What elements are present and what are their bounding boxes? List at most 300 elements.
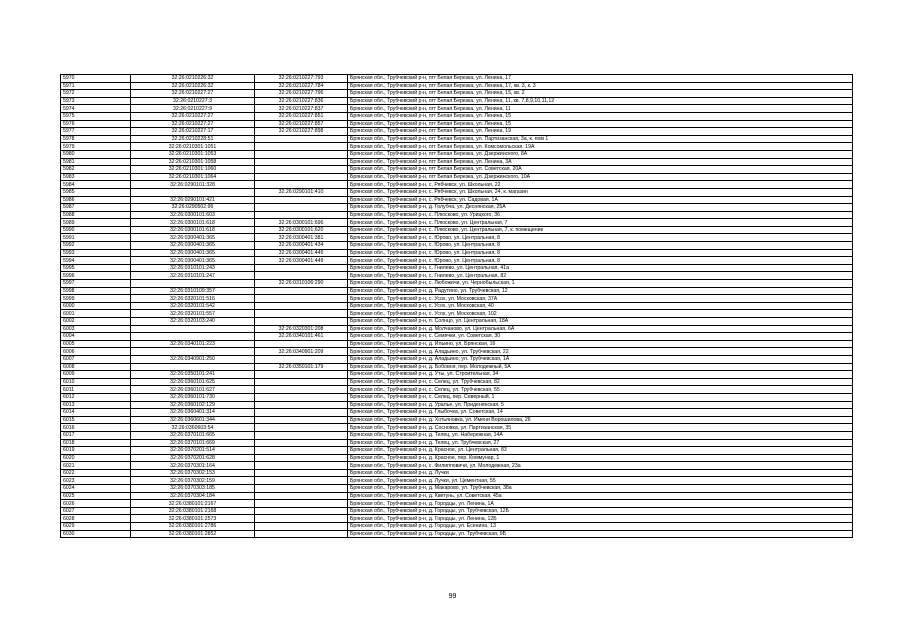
address-cell: Брянская обл., Трубчевский р-н, д. Сосновка, ул. Партизанская, 35	[348, 424, 853, 432]
parcel-cadastral-number-cell: 32:26:0290101:328	[131, 181, 255, 189]
parcel-cadastral-number-cell: 32:26:0210227:17	[131, 128, 255, 136]
building-cadastral-number-cell: 32:26:0290101:410	[255, 188, 348, 196]
table-row	[61, 393, 853, 401]
parcel-cadastral-number-cell: 32:26:0210301:1060	[131, 166, 255, 174]
table-row	[61, 348, 853, 356]
table-row	[61, 150, 853, 158]
table-row	[61, 386, 853, 394]
table-row	[61, 143, 853, 151]
address-cell: Брянская обл., Трубчевский р-н, пгт Белая Березка, ул. Ленина, 11	[348, 105, 853, 113]
building-cadastral-number-cell	[255, 530, 348, 538]
building-cadastral-number-cell	[255, 173, 348, 181]
table-row	[61, 135, 853, 143]
parcel-cadastral-number-cell: 32:26:0320101:557	[131, 310, 255, 318]
building-cadastral-number-cell	[255, 485, 348, 493]
parcel-cadastral-number-cell: 32:26:0370304:184	[131, 492, 255, 500]
registry-table	[60, 74, 853, 538]
parcel-cadastral-number-cell: 32:26:0310109:357	[131, 287, 255, 295]
table-row	[61, 249, 853, 257]
address-cell: Брянская обл., Трубчевский р-н, п. Солнцо, ул. Центральная, 18А	[348, 318, 853, 326]
row-number-cell: 5975	[61, 112, 131, 120]
address-cell: Брянская обл., Трубчевский р-н, д. Аладьино, ул. Трубчевская, 1А	[348, 355, 853, 363]
parcel-cadastral-number-cell: 32:26:0290502:96	[131, 204, 255, 212]
parcel-cadastral-number-cell: 32:26:0360101:730	[131, 393, 255, 401]
parcel-cadastral-number-cell: 32:26:0380101:2573	[131, 515, 255, 523]
row-number-cell: 5977	[61, 128, 131, 136]
row-number-cell: 6009	[61, 371, 131, 379]
parcel-cadastral-number-cell: 32:26:0370303:185	[131, 485, 255, 493]
row-number-cell: 6026	[61, 500, 131, 508]
table-row	[61, 158, 853, 166]
parcel-cadastral-number-cell: 32:26:0370302:153	[131, 469, 255, 477]
parcel-cadastral-number-cell: 32:26:0290101:421	[131, 196, 255, 204]
table-row	[61, 515, 853, 523]
address-cell: Брянская обл., Трубчевский р-н, пгт Белая Березка, ул. Комсомольская, 19А	[348, 143, 853, 151]
building-cadastral-number-cell: 32:26:0300401:445	[255, 249, 348, 257]
parcel-cadastral-number-cell: 32:26:0360603:54	[131, 424, 255, 432]
building-cadastral-number-cell	[255, 340, 348, 348]
address-cell: Брянская обл., Трубчевский р-н, пгт Белая Березка, ул. Дзержинского, 10А	[348, 173, 853, 181]
building-cadastral-number-cell	[255, 469, 348, 477]
row-number-cell: 5974	[61, 105, 131, 113]
building-cadastral-number-cell	[255, 431, 348, 439]
building-cadastral-number-cell: 32:26:0300101:620	[255, 226, 348, 234]
address-cell: Брянская обл., Трубчевский р-н, д. Лучки	[348, 469, 853, 477]
table-row	[61, 234, 853, 242]
row-number-cell: 6022	[61, 469, 131, 477]
table-row	[61, 105, 853, 113]
address-cell: Брянская обл., Трубчевский р-н, с. Селец, ул. Трубчевская, 82	[348, 378, 853, 386]
address-cell: Брянская обл., Трубчевский р-н, д. Красное, ул. Центральная, 83	[348, 447, 853, 455]
row-number-cell: 6007	[61, 355, 131, 363]
address-cell: Брянская обл., Трубчевский р-н, с. Юрово, ул. Центральная, 8	[348, 234, 853, 242]
registry-table-body	[61, 75, 853, 538]
row-number-cell: 5980	[61, 150, 131, 158]
address-cell: Брянская обл., Трубчевский р-н, с. Селец, ул. Трубчевская, 55	[348, 386, 853, 394]
table-row	[61, 523, 853, 531]
parcel-cadastral-number-cell: 32:26:0210301:1058	[131, 158, 255, 166]
address-cell: Брянская обл., Трубчевский р-н, пгт Белая Березка, ул. Ленина, 19	[348, 128, 853, 136]
row-number-cell: 6030	[61, 530, 131, 538]
table-row	[61, 181, 853, 189]
table-row	[61, 447, 853, 455]
address-cell: Брянская обл., Трубчевский р-н, д. Глыбочка, ул. Советская, 14	[348, 409, 853, 417]
table-row	[61, 462, 853, 470]
table-row	[61, 287, 853, 295]
row-number-cell: 5982	[61, 166, 131, 174]
parcel-cadastral-number-cell	[131, 188, 255, 196]
parcel-cadastral-number-cell: 32:26:0300401:365	[131, 242, 255, 250]
address-cell: Брянская обл., Трубчевский р-н, пгт Белая Березка, ул. Ленина, 17, кв. 3, к. 3	[348, 82, 853, 90]
page-number: 99	[448, 593, 457, 600]
address-cell: Брянская обл., Трубчевский р-н, д. Радутино, ул. Трубчевская, 12	[348, 287, 853, 295]
row-number-cell: 5978	[61, 135, 131, 143]
row-number-cell: 5971	[61, 82, 131, 90]
building-cadastral-number-cell: 32:26:0210227:837	[255, 105, 348, 113]
parcel-cadastral-number-cell: 32:26:0320101:542	[131, 302, 255, 310]
address-cell: Брянская обл., Трубчевский р-н, с. Филипповичи, ул. Молодежная, 23а	[348, 462, 853, 470]
table-row	[61, 204, 853, 212]
address-cell: Брянская обл., Трубчевский р-н, с. Плюсково, ул. Урицкого, 36	[348, 211, 853, 219]
parcel-cadastral-number-cell: 32:26:0370101:665	[131, 431, 255, 439]
parcel-cadastral-number-cell: 32:26:0300101:618	[131, 219, 255, 227]
address-cell: Брянская обл., Трубчевский р-н, с. Плюсково, ул. Центральная, 7, к. помещение	[348, 226, 853, 234]
building-cadastral-number-cell	[255, 507, 348, 515]
building-cadastral-number-cell	[255, 204, 348, 212]
building-cadastral-number-cell	[255, 523, 348, 531]
address-cell: Брянская обл., Трубчевский р-н, с. Усох, ул. Московская, 40	[348, 302, 853, 310]
building-cadastral-number-cell	[255, 310, 348, 318]
table-row	[61, 492, 853, 500]
row-number-cell: 5984	[61, 181, 131, 189]
parcel-cadastral-number-cell: 32:26:0370302:159	[131, 477, 255, 485]
table-row	[61, 500, 853, 508]
row-number-cell: 6008	[61, 363, 131, 371]
table-row	[61, 371, 853, 379]
parcel-cadastral-number-cell: 32:26:0320103:240	[131, 318, 255, 326]
address-cell: Брянская обл., Трубчевский р-н, д. Уты, ул. Строительная, 34	[348, 371, 853, 379]
row-number-cell: 5979	[61, 143, 131, 151]
row-number-cell: 5989	[61, 219, 131, 227]
row-number-cell: 6011	[61, 386, 131, 394]
building-cadastral-number-cell: 32:26:0320301:208	[255, 325, 348, 333]
row-number-cell: 5990	[61, 226, 131, 234]
parcel-cadastral-number-cell	[131, 280, 255, 288]
address-cell: Брянская обл., Трубчевский р-н, д. Красное, пер. Коммунар, 1	[348, 454, 853, 462]
parcel-cadastral-number-cell: 32:26:0300401:365	[131, 257, 255, 265]
building-cadastral-number-cell: 32:26:0210227:796	[255, 90, 348, 98]
table-row	[61, 477, 853, 485]
row-number-cell: 6021	[61, 462, 131, 470]
building-cadastral-number-cell: 32:26:0310106:290	[255, 280, 348, 288]
address-cell: Брянская обл., Трубчевский р-н, д. Уралье, ул. Приденянская, 5	[348, 401, 853, 409]
parcel-cadastral-number-cell: 32:26:0370201:628	[131, 454, 255, 462]
row-number-cell: 5986	[61, 196, 131, 204]
table-row	[61, 90, 853, 98]
building-cadastral-number-cell	[255, 287, 348, 295]
table-row	[61, 264, 853, 272]
parcel-cadastral-number-cell: 32:26:0210301:1064	[131, 173, 255, 181]
address-cell: Брянская обл., Трубчевский р-н, с. Любожичи, ул. Чернобыльская, 1	[348, 280, 853, 288]
row-number-cell: 6025	[61, 492, 131, 500]
table-row	[61, 454, 853, 462]
table-row	[61, 272, 853, 280]
building-cadastral-number-cell	[255, 272, 348, 280]
parcel-cadastral-number-cell: 32:26:0210226:32	[131, 82, 255, 90]
building-cadastral-number-cell	[255, 378, 348, 386]
address-cell: Брянская обл., Трубчевский р-н, д. Городцы, ул. Трубчевская, 12Б	[348, 507, 853, 515]
row-number-cell: 5987	[61, 204, 131, 212]
table-row	[61, 226, 853, 234]
parcel-cadastral-number-cell: 32:26:0300401:365	[131, 234, 255, 242]
address-cell: Брянская обл., Трубчевский р-н, пгт Белая Березка, ул. Ленина, 15, кв. 2	[348, 90, 853, 98]
building-cadastral-number-cell	[255, 371, 348, 379]
building-cadastral-number-cell	[255, 158, 348, 166]
parcel-cadastral-number-cell: 32:26:0210301:1051	[131, 143, 255, 151]
building-cadastral-number-cell: 32:26:0210227:784	[255, 82, 348, 90]
parcel-cadastral-number-cell	[131, 333, 255, 341]
address-cell: Брянская обл., Трубчевский р-н, д. Кветунь, ул. Советская, 45а	[348, 492, 853, 500]
row-number-cell: 5983	[61, 173, 131, 181]
address-cell: Брянская обл., Трубчевский р-н, с. Рябчевск, ул. Школьная, 24, к. магазин	[348, 188, 853, 196]
row-number-cell: 5996	[61, 272, 131, 280]
building-cadastral-number-cell: 32:26:0210227:793	[255, 75, 348, 83]
parcel-cadastral-number-cell: 32:26:0380101:2167	[131, 500, 255, 508]
building-cadastral-number-cell	[255, 447, 348, 455]
address-cell: Брянская обл., Трубчевский р-н, д. Городцы, ул. Трубчевская, 9Б	[348, 530, 853, 538]
row-number-cell: 6029	[61, 523, 131, 531]
parcel-cadastral-number-cell: 32:26:0320101:516	[131, 295, 255, 303]
building-cadastral-number-cell	[255, 264, 348, 272]
building-cadastral-number-cell: 32:26:0300401:381	[255, 234, 348, 242]
address-cell: Брянская обл., Трубчевский р-н, д. Молчаново, ул. Центральная, 6А	[348, 325, 853, 333]
address-cell: Брянская обл., Трубчевский р-н, с. Семячки, ул. Советская, 30	[348, 333, 853, 341]
address-cell: Брянская обл., Трубчевский р-н, д. Макарово, ул. Трубчевская, 38а	[348, 485, 853, 493]
row-number-cell: 5981	[61, 158, 131, 166]
parcel-cadastral-number-cell: 32:26:0300101:618	[131, 226, 255, 234]
parcel-cadastral-number-cell: 32:26:0340101:223	[131, 340, 255, 348]
building-cadastral-number-cell: 32:26:0300401:449	[255, 257, 348, 265]
parcel-cadastral-number-cell: 32:26:0350101:241	[131, 371, 255, 379]
table-row	[61, 530, 853, 538]
parcel-cadastral-number-cell: 32:26:0370301:164	[131, 462, 255, 470]
address-cell: Брянская обл., Трубчевский р-н, д. Лучки, ул. Цементная, 55	[348, 477, 853, 485]
building-cadastral-number-cell	[255, 143, 348, 151]
parcel-cadastral-number-cell: 32:26:0370201:514	[131, 447, 255, 455]
address-cell: Брянская обл., Трубчевский р-н, пгт Белая Березка, ул. Ленина, 15	[348, 112, 853, 120]
row-number-cell: 6010	[61, 378, 131, 386]
address-cell: Брянская обл., Трубчевский р-н, пгт Белая Березка, ул. Партизанская, 3а, к. пом 1	[348, 135, 853, 143]
address-cell: Брянская обл., Трубчевский р-н, д. Бобовня, пер. Молодежный, 5А	[348, 363, 853, 371]
address-cell: Брянская обл., Трубчевский р-н, д. Аладьино, ул. Трубчевская, 22	[348, 348, 853, 356]
table-row	[61, 340, 853, 348]
row-number-cell: 6020	[61, 454, 131, 462]
building-cadastral-number-cell	[255, 454, 348, 462]
table-row	[61, 280, 853, 288]
address-cell: Брянская обл., Трубчевский р-н, с. Юрово, ул. Центральная, 8	[348, 249, 853, 257]
parcel-cadastral-number-cell: 32:26:0310101:247	[131, 272, 255, 280]
row-number-cell: 5994	[61, 257, 131, 265]
row-number-cell: 5988	[61, 211, 131, 219]
address-cell: Брянская обл., Трубчевский р-н, пгт Белая Березка, ул. Ленина, 17	[348, 75, 853, 83]
building-cadastral-number-cell	[255, 181, 348, 189]
table-row	[61, 112, 853, 120]
table-row	[61, 196, 853, 204]
table-row	[61, 82, 853, 90]
building-cadastral-number-cell	[255, 386, 348, 394]
table-row	[61, 173, 853, 181]
row-number-cell: 6001	[61, 310, 131, 318]
parcel-cadastral-number-cell: 32:26:0360101:625	[131, 378, 255, 386]
building-cadastral-number-cell: 32:26:0210227:836	[255, 97, 348, 105]
address-cell: Брянская обл., Трубчевский р-н, д. Телец, ул. Набережная, 14А	[348, 431, 853, 439]
parcel-cadastral-number-cell: 32:26:0360401:314	[131, 409, 255, 417]
table-row	[61, 378, 853, 386]
address-cell: Брянская обл., Трубчевский р-н, пгт Белая Березка, ул. Ленина, 15	[348, 120, 853, 128]
table-row	[61, 424, 853, 432]
parcel-cadastral-number-cell: 32:26:0210227:3	[131, 97, 255, 105]
parcel-cadastral-number-cell: 32:26:0210227:9	[131, 105, 255, 113]
table-row	[61, 318, 853, 326]
row-number-cell: 6014	[61, 409, 131, 417]
building-cadastral-number-cell	[255, 477, 348, 485]
row-number-cell: 6024	[61, 485, 131, 493]
table-row	[61, 302, 853, 310]
row-number-cell: 6027	[61, 507, 131, 515]
row-number-cell: 6002	[61, 318, 131, 326]
table-row	[61, 120, 853, 128]
address-cell: Брянская обл., Трубчевский р-н, пгт Белая Березка, ул. Ленина, 11, кв. 7,8,9,10,11,12	[348, 97, 853, 105]
parcel-cadastral-number-cell: 32:26:0210227:27	[131, 120, 255, 128]
table-row	[61, 333, 853, 341]
row-number-cell: 5992	[61, 242, 131, 250]
table-row	[61, 188, 853, 196]
table-row	[61, 325, 853, 333]
row-number-cell: 6013	[61, 401, 131, 409]
address-cell: Брянская обл., Трубчевский р-н, д. Городцы, ул. Ленина, 1А	[348, 500, 853, 508]
row-number-cell: 6005	[61, 340, 131, 348]
building-cadastral-number-cell	[255, 318, 348, 326]
table-row	[61, 219, 853, 227]
row-number-cell: 6019	[61, 447, 131, 455]
building-cadastral-number-cell: 32:26:0340901:209	[255, 348, 348, 356]
address-cell: Брянская обл., Трубчевский р-н, с. Рябчевск, ул. Садовая, 1А	[348, 196, 853, 204]
table-row	[61, 431, 853, 439]
parcel-cadastral-number-cell: 32:26:0360601:344	[131, 416, 255, 424]
parcel-cadastral-number-cell: 32:26:0300101:603	[131, 211, 255, 219]
row-number-cell: 6018	[61, 439, 131, 447]
address-cell: Брянская обл., Трубчевский р-н, с. Юрово, ул. Центральная, 8	[348, 257, 853, 265]
row-number-cell: 6015	[61, 416, 131, 424]
parcel-cadastral-number-cell: 32:26:0210227:27	[131, 90, 255, 98]
address-cell: Брянская обл., Трубчевский р-н, с. Гнилево, ул. Центральная, 82	[348, 272, 853, 280]
row-number-cell: 6016	[61, 424, 131, 432]
building-cadastral-number-cell	[255, 196, 348, 204]
row-number-cell: 5998	[61, 287, 131, 295]
row-number-cell: 5999	[61, 295, 131, 303]
row-number-cell: 6003	[61, 325, 131, 333]
address-cell: Брянская обл., Трубчевский р-н, д. Городцы, ул. Есенина, 13	[348, 523, 853, 531]
building-cadastral-number-cell	[255, 409, 348, 417]
building-cadastral-number-cell	[255, 500, 348, 508]
address-cell: Брянская обл., Трубчевский р-н, д. Городцы, ул. Ленина, 12Б	[348, 515, 853, 523]
parcel-cadastral-number-cell: 32:26:0360101:627	[131, 386, 255, 394]
parcel-cadastral-number-cell: 32:26:0380101:2168	[131, 507, 255, 515]
row-number-cell: 5995	[61, 264, 131, 272]
row-number-cell: 5993	[61, 249, 131, 257]
parcel-cadastral-number-cell	[131, 363, 255, 371]
parcel-cadastral-number-cell: 32:26:0370101:669	[131, 439, 255, 447]
table-row	[61, 97, 853, 105]
table-row	[61, 485, 853, 493]
building-cadastral-number-cell	[255, 401, 348, 409]
building-cadastral-number-cell	[255, 393, 348, 401]
table-row	[61, 295, 853, 303]
parcel-cadastral-number-cell: 32:26:0300401:365	[131, 249, 255, 257]
table-row	[61, 166, 853, 174]
row-number-cell: 6028	[61, 515, 131, 523]
table-row	[61, 401, 853, 409]
row-number-cell: 5970	[61, 75, 131, 83]
address-cell: Брянская обл., Трубчевский р-н, с. Рябчевск, ул. Школьная, 22	[348, 181, 853, 189]
address-cell: Брянская обл., Трубчевский р-н, д. Ильино, ул. Брянская, 16	[348, 340, 853, 348]
row-number-cell: 5972	[61, 90, 131, 98]
building-cadastral-number-cell	[255, 295, 348, 303]
building-cadastral-number-cell: 32:26:0300101:696	[255, 219, 348, 227]
row-number-cell: 5991	[61, 234, 131, 242]
row-number-cell: 6006	[61, 348, 131, 356]
table-row	[61, 257, 853, 265]
table-row	[61, 211, 853, 219]
table-row	[61, 416, 853, 424]
row-number-cell: 6000	[61, 302, 131, 310]
table-row	[61, 409, 853, 417]
building-cadastral-number-cell: 32:26:0210227:898	[255, 128, 348, 136]
building-cadastral-number-cell	[255, 135, 348, 143]
table-row	[61, 363, 853, 371]
parcel-cadastral-number-cell: 32:26:0210228:51	[131, 135, 255, 143]
building-cadastral-number-cell: 32:26:0340101:461	[255, 333, 348, 341]
address-cell: Брянская обл., Трубчевский р-н, с. Усох, ул. Московская, 102	[348, 310, 853, 318]
row-number-cell: 6017	[61, 431, 131, 439]
parcel-cadastral-number-cell: 32:26:0360102:129	[131, 401, 255, 409]
table-row	[61, 507, 853, 515]
table-row	[61, 242, 853, 250]
parcel-cadastral-number-cell	[131, 325, 255, 333]
parcel-cadastral-number-cell: 32:26:0380101:2786	[131, 523, 255, 531]
row-number-cell: 6023	[61, 477, 131, 485]
address-cell: Брянская обл., Трубчевский р-н, с. Юрово, ул. Центральная, 8	[348, 242, 853, 250]
table-row	[61, 439, 853, 447]
row-number-cell: 5976	[61, 120, 131, 128]
building-cadastral-number-cell	[255, 462, 348, 470]
table-row	[61, 128, 853, 136]
building-cadastral-number-cell	[255, 211, 348, 219]
building-cadastral-number-cell	[255, 492, 348, 500]
row-number-cell: 5985	[61, 188, 131, 196]
building-cadastral-number-cell: 32:26:0210227:857	[255, 120, 348, 128]
parcel-cadastral-number-cell: 32:26:0210227:27	[131, 112, 255, 120]
building-cadastral-number-cell	[255, 166, 348, 174]
building-cadastral-number-cell	[255, 424, 348, 432]
parcel-cadastral-number-cell: 32:26:0380101:2852	[131, 530, 255, 538]
table-row	[61, 469, 853, 477]
building-cadastral-number-cell	[255, 515, 348, 523]
parcel-cadastral-number-cell	[131, 348, 255, 356]
table-row	[61, 75, 853, 83]
address-cell: Брянская обл., Трубчевский р-н, с. Усох, ул. Московская, 37А	[348, 295, 853, 303]
address-cell: Брянская обл., Трубчевский р-н, д. Голубча, ул. Деснянская, 25А	[348, 204, 853, 212]
parcel-cadastral-number-cell: 32:26:0210301:1053	[131, 150, 255, 158]
row-number-cell: 5997	[61, 280, 131, 288]
row-number-cell: 6012	[61, 393, 131, 401]
parcel-cadastral-number-cell: 32:26:0210226:32	[131, 75, 255, 83]
address-cell: Брянская обл., Трубчевский р-н, пгт Белая Березка, ул. Ленина, 3А	[348, 158, 853, 166]
address-cell: Брянская обл., Трубчевский р-н, д. Телец, ул. Трубчевская, 27	[348, 439, 853, 447]
building-cadastral-number-cell	[255, 150, 348, 158]
address-cell: Брянская обл., Трубчевский р-н, с. Гнилево, ул. Центральная, 41а	[348, 264, 853, 272]
building-cadastral-number-cell: 32:26:0210227:851	[255, 112, 348, 120]
table-row	[61, 310, 853, 318]
row-number-cell: 6004	[61, 333, 131, 341]
address-cell: Брянская обл., Трубчевский р-н, пгт Белая Березка, ул. Советская, 20А	[348, 166, 853, 174]
table-row	[61, 355, 853, 363]
address-cell: Брянская обл., Трубчевский р-н, д. Хотьяновка, ул. Имени Ворошилова, 26	[348, 416, 853, 424]
address-cell: Брянская обл., Трубчевский р-н, с. Селец, пер. Северный, 1	[348, 393, 853, 401]
building-cadastral-number-cell	[255, 302, 348, 310]
address-cell: Брянская обл., Трубчевский р-н, пгт Белая Березка, ул. Дзержинского, 8А	[348, 150, 853, 158]
building-cadastral-number-cell	[255, 355, 348, 363]
